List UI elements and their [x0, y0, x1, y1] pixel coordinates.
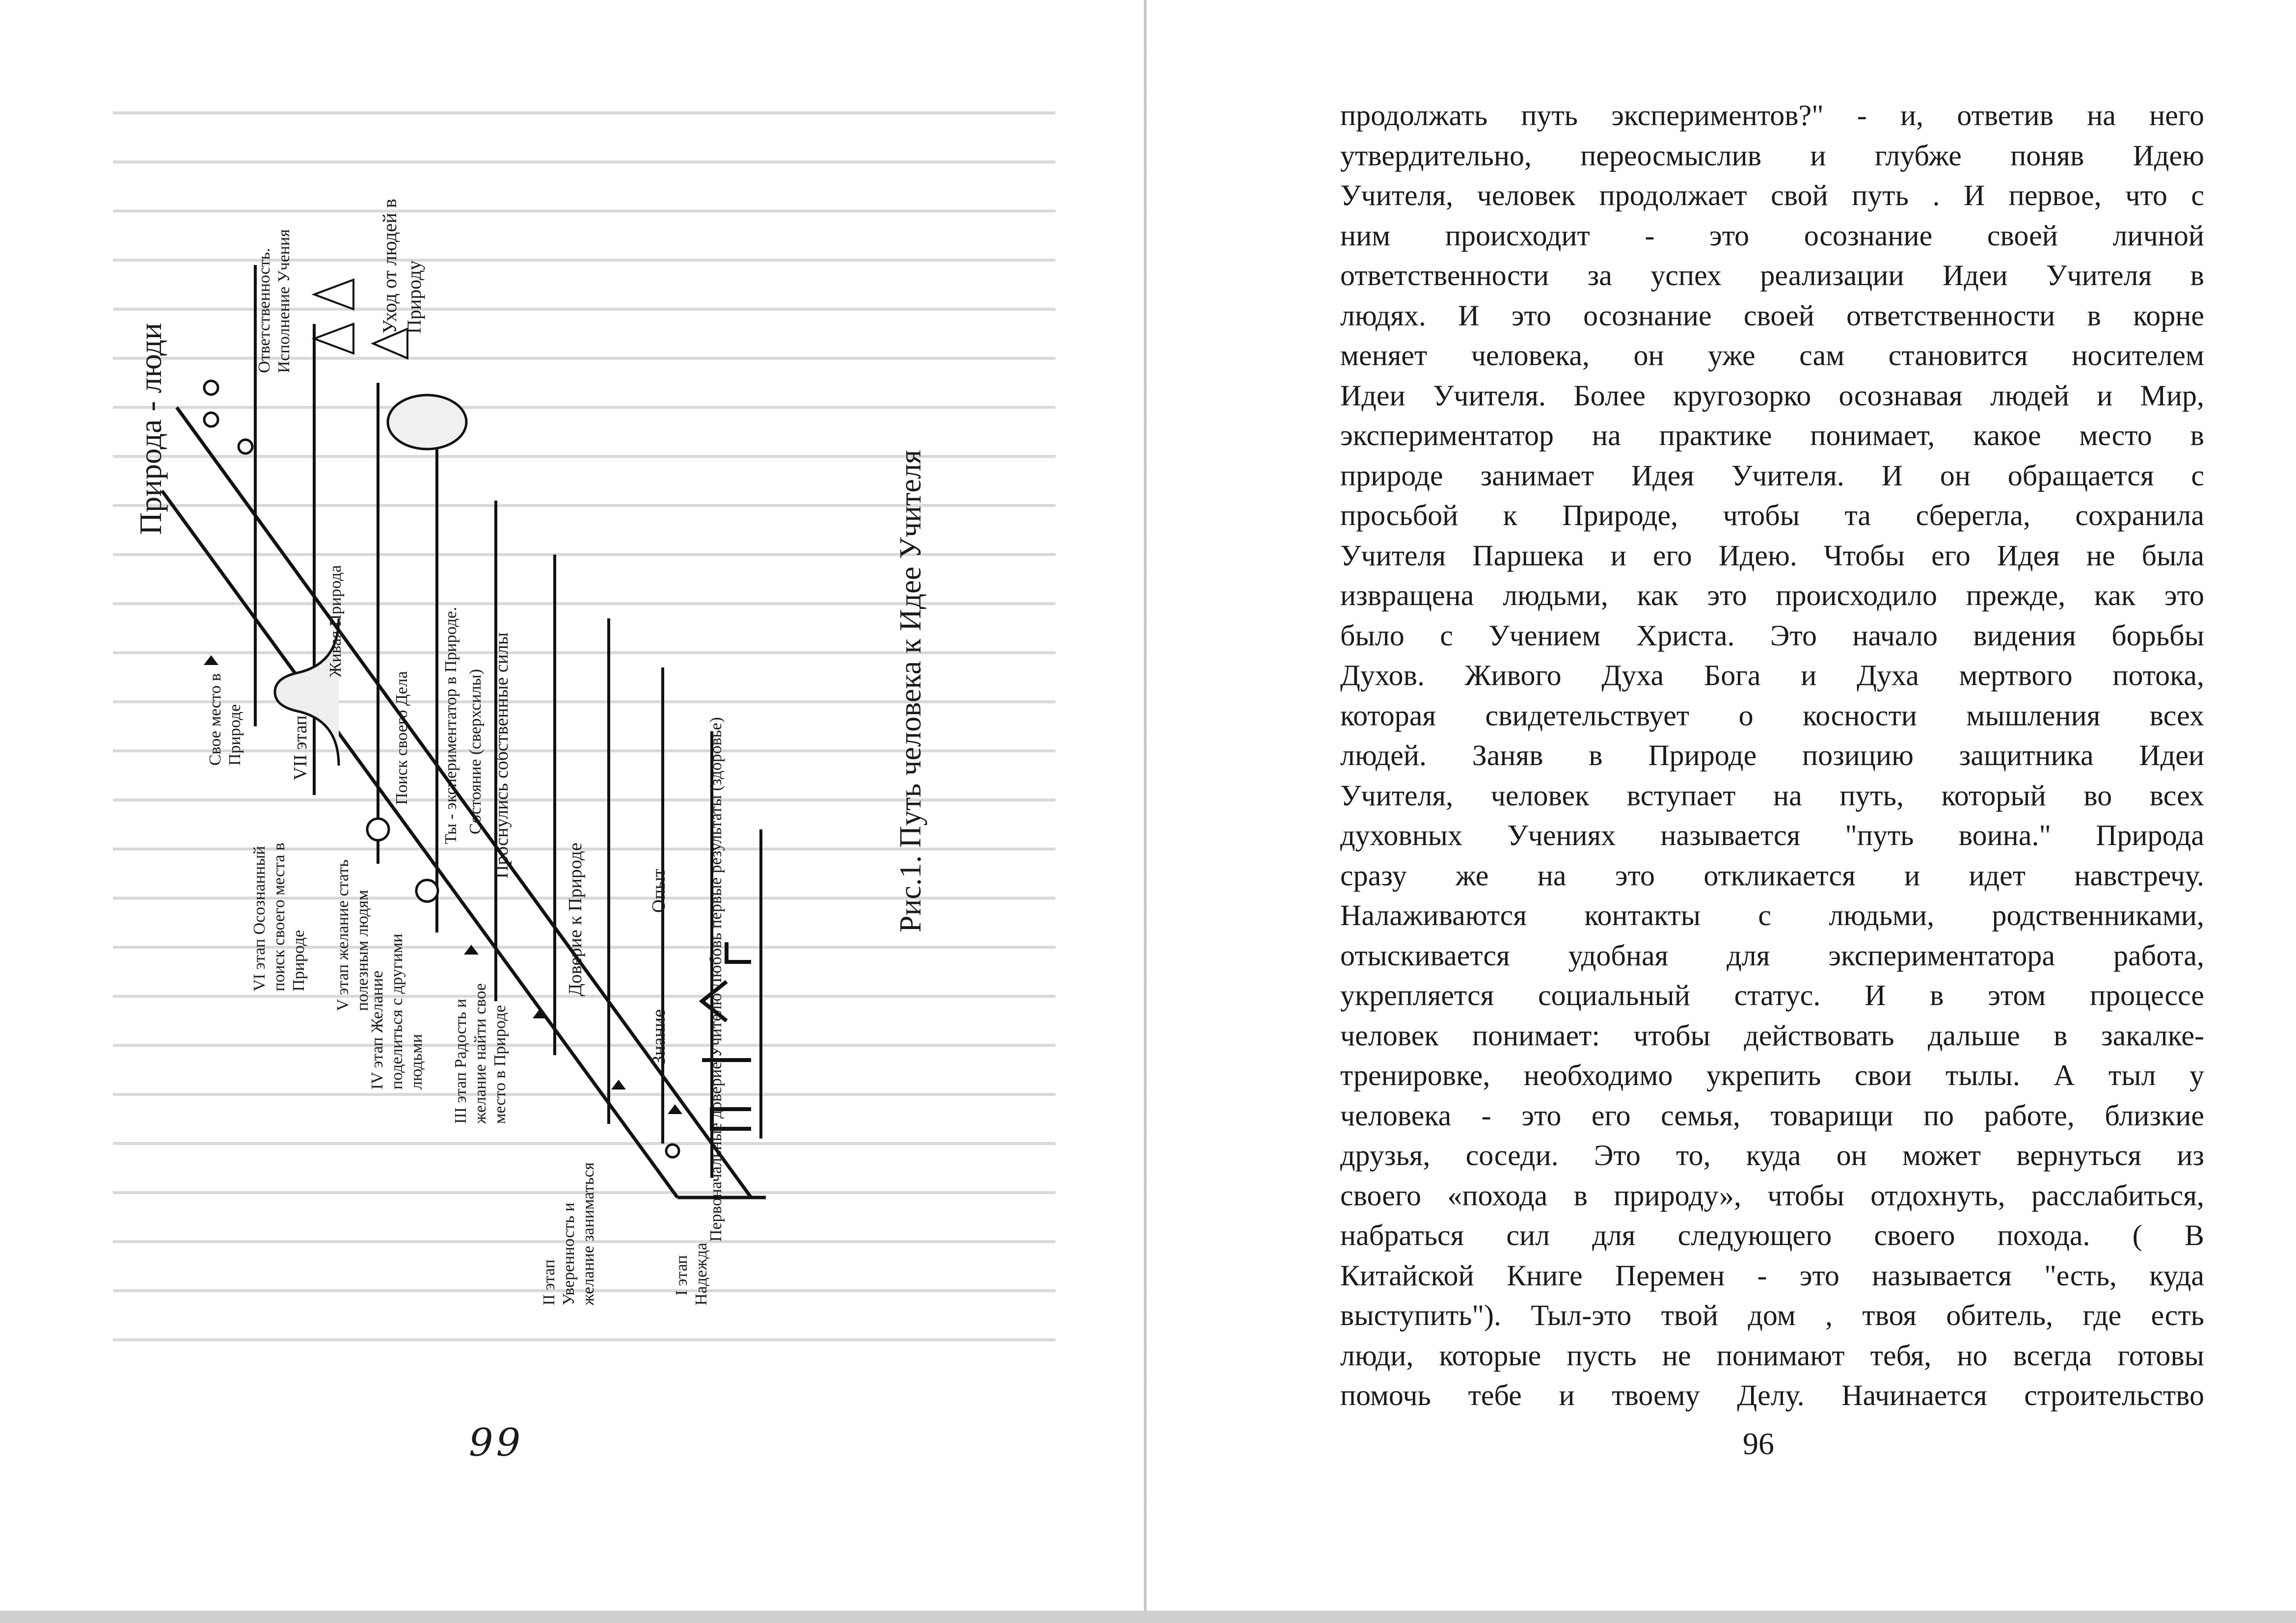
text-line: выступить"). Тыл-это твой дом , твоя обитель, где есть: [1340, 1299, 2204, 1331]
left-page-number: 99: [469, 1421, 524, 1465]
person-icon: [239, 440, 252, 453]
text-line: укрепляется социальный статус. И в этом процессе: [1340, 979, 2204, 1011]
right-label-teaching: Исполнение Учения: [275, 229, 293, 373]
stage-4-text-2: людьми: [407, 1034, 426, 1090]
stage-2-text-1: Уверенность и: [560, 1202, 578, 1305]
stage-2-label: II этап: [540, 1259, 558, 1305]
line-label-search: Поиск своего Дела: [393, 671, 411, 805]
line-label-state: Состояние (сверхсилы): [466, 669, 485, 834]
stage-1-text: Надежда: [692, 1243, 710, 1305]
text-line: природе занимает Идея Учителя. И он обращается с: [1340, 459, 2204, 492]
stage-6-text-2: Природе: [290, 930, 308, 991]
line-label-experience: Опыт: [648, 869, 669, 913]
stage-2-text-2: желание заниматься: [579, 1162, 597, 1305]
text-line: Учителя, человек вступает на путь, который во всех: [1340, 779, 2204, 812]
tree-icon: [314, 324, 353, 353]
text-line: тренировке, необходимо укрепить свои тылы. А тыл у: [1340, 1059, 2204, 1091]
person-icon: [666, 1144, 679, 1157]
stage-4-text-1: поделиться с другими: [388, 933, 406, 1090]
text-line: извращена людьми, как это происходило прежде, как это: [1340, 579, 2204, 612]
figure-caption: Рис.1. Путь человека к Идее Учителя: [894, 450, 927, 932]
text-line: духовных Учениях называется "путь воина." Природа: [1340, 819, 2204, 851]
text-line: экспериментатор на практике понимает, какое место в: [1340, 419, 2204, 452]
line-label-experimenter: Ты - экспериментатор в Природе.: [442, 607, 460, 844]
tree-icon: [314, 280, 353, 309]
arrow-icon: [668, 1104, 682, 1114]
text-line: ним происходит - это осознание своей личной: [1340, 219, 2204, 252]
line-label-nature: Живая Природа: [326, 565, 345, 677]
stage-1-label: I этап: [673, 1255, 691, 1296]
right-label-leave: Уход от людей в: [378, 198, 401, 334]
right-label-responsibility: Ответственность.: [255, 248, 273, 373]
text-line: набраться сил для следующего своего похода. ( В: [1340, 1219, 2204, 1251]
text-line: Китайской Книге Перемен - это называется "есть, куда: [1340, 1259, 2204, 1292]
arrow-icon: [611, 1080, 626, 1090]
text-line: утвердительно, переосмыслив и глубже поняв Идею: [1340, 139, 2204, 172]
text-line: которая свидетельствует о косности мышления всех: [1340, 699, 2204, 732]
cloud-icon: [388, 395, 466, 449]
text-line: было с Учением Христа. Это начало видения борьбы: [1340, 619, 2204, 652]
text-line: Учителя, человек продолжает свой путь . И первое, что с: [1340, 179, 2204, 212]
text-line: друзья, соседи. Это то, куда он может вернуться из: [1340, 1139, 2204, 1171]
right-page-text: [1340, 96, 2204, 1416]
text-line: своего «похода в природу», чтобы отдохнуть, расслабиться,: [1340, 1179, 2204, 1212]
stage-7-label: VII этап: [290, 715, 311, 780]
line-label-trust: Доверие к Природе: [565, 842, 586, 996]
text-line: Учителя Паршека и его Идею. Чтобы его Идея не была: [1340, 539, 2204, 572]
person-icon: [204, 381, 218, 395]
text-line: людях. И это осознание своей ответственности в корне: [1340, 299, 2204, 332]
arrow-icon: [204, 655, 218, 665]
text-line: меняет человека, он уже сам становится носителем: [1340, 339, 2204, 372]
right-page-number: 96: [1743, 1426, 1774, 1461]
text-line: продолжать путь экспериментов?" - и, ответив на него: [1340, 99, 2204, 132]
text-line: человек понимает: чтобы действовать дальше в закалке-: [1340, 1019, 2204, 1052]
book-gutter: [1144, 0, 1147, 1623]
stage-7-text-2: Природе: [226, 704, 244, 766]
text-line: сразу же на это откликается и идет навстречу.: [1340, 859, 2204, 892]
text-line: человека - это его семья, товарищи по работе, близкие: [1340, 1099, 2204, 1132]
diagonal-line-inner: [162, 491, 677, 1197]
stage-4-label: IV этап Желание: [368, 970, 386, 1090]
scan-bottom-edge: [0, 1611, 2296, 1623]
stage-7-text-1: Свое место в: [206, 673, 224, 766]
person-icon: [367, 819, 389, 840]
text-line: помочь тебе и твоему Делу. Начинается строительство: [1340, 1379, 2204, 1411]
text-line: отыскивается удобная для экспериментатора работа,: [1340, 939, 2204, 972]
person-icon: [204, 413, 218, 426]
text-line: Духов. Живого Духа Бога и Духа мертвого потока,: [1340, 659, 2204, 692]
person-icon: [416, 880, 438, 902]
stage-6-label: VI этап Осознанный: [250, 846, 269, 991]
stage-3-text-2: место в Природе: [491, 1005, 509, 1124]
text-line: ответственности за успех реализации Идеи Учителя в: [1340, 259, 2204, 292]
line-label-forces: Проснулись собственные силы: [491, 632, 512, 878]
text-line: люди, которые пусть не понимают тебя, но всегда готовы: [1340, 1339, 2204, 1372]
stage-3-text-1: желание найти свое: [471, 983, 489, 1124]
stage-6-text-1: поиск своего места в: [270, 843, 288, 991]
stage-3-label: III этап Радость и: [452, 999, 470, 1124]
line-label-1: Первоначальные доверие Учителю Любовь первые результаты (здоровье): [707, 717, 725, 1242]
text-line: Идеи Учителя. Более кругозорко осознавая людей и Мир,: [1340, 379, 2204, 412]
text-line: просьбой к Природе, чтобы та сберегла, сохранила: [1340, 499, 2204, 532]
text-line: Налаживаются контакты с людьми, родственниками,: [1340, 899, 2204, 931]
right-label-nature: Природу: [403, 260, 425, 334]
stage-5-text: полезным людям: [353, 890, 372, 1011]
line-label-knowledge: Знание: [648, 1009, 669, 1065]
figure-top-label: Природа - люди: [133, 322, 168, 535]
text-line: людей. Заняв в Природе позицию защитника Идеи: [1340, 739, 2204, 772]
stage-5-label: V этап желание стать: [334, 859, 352, 1011]
